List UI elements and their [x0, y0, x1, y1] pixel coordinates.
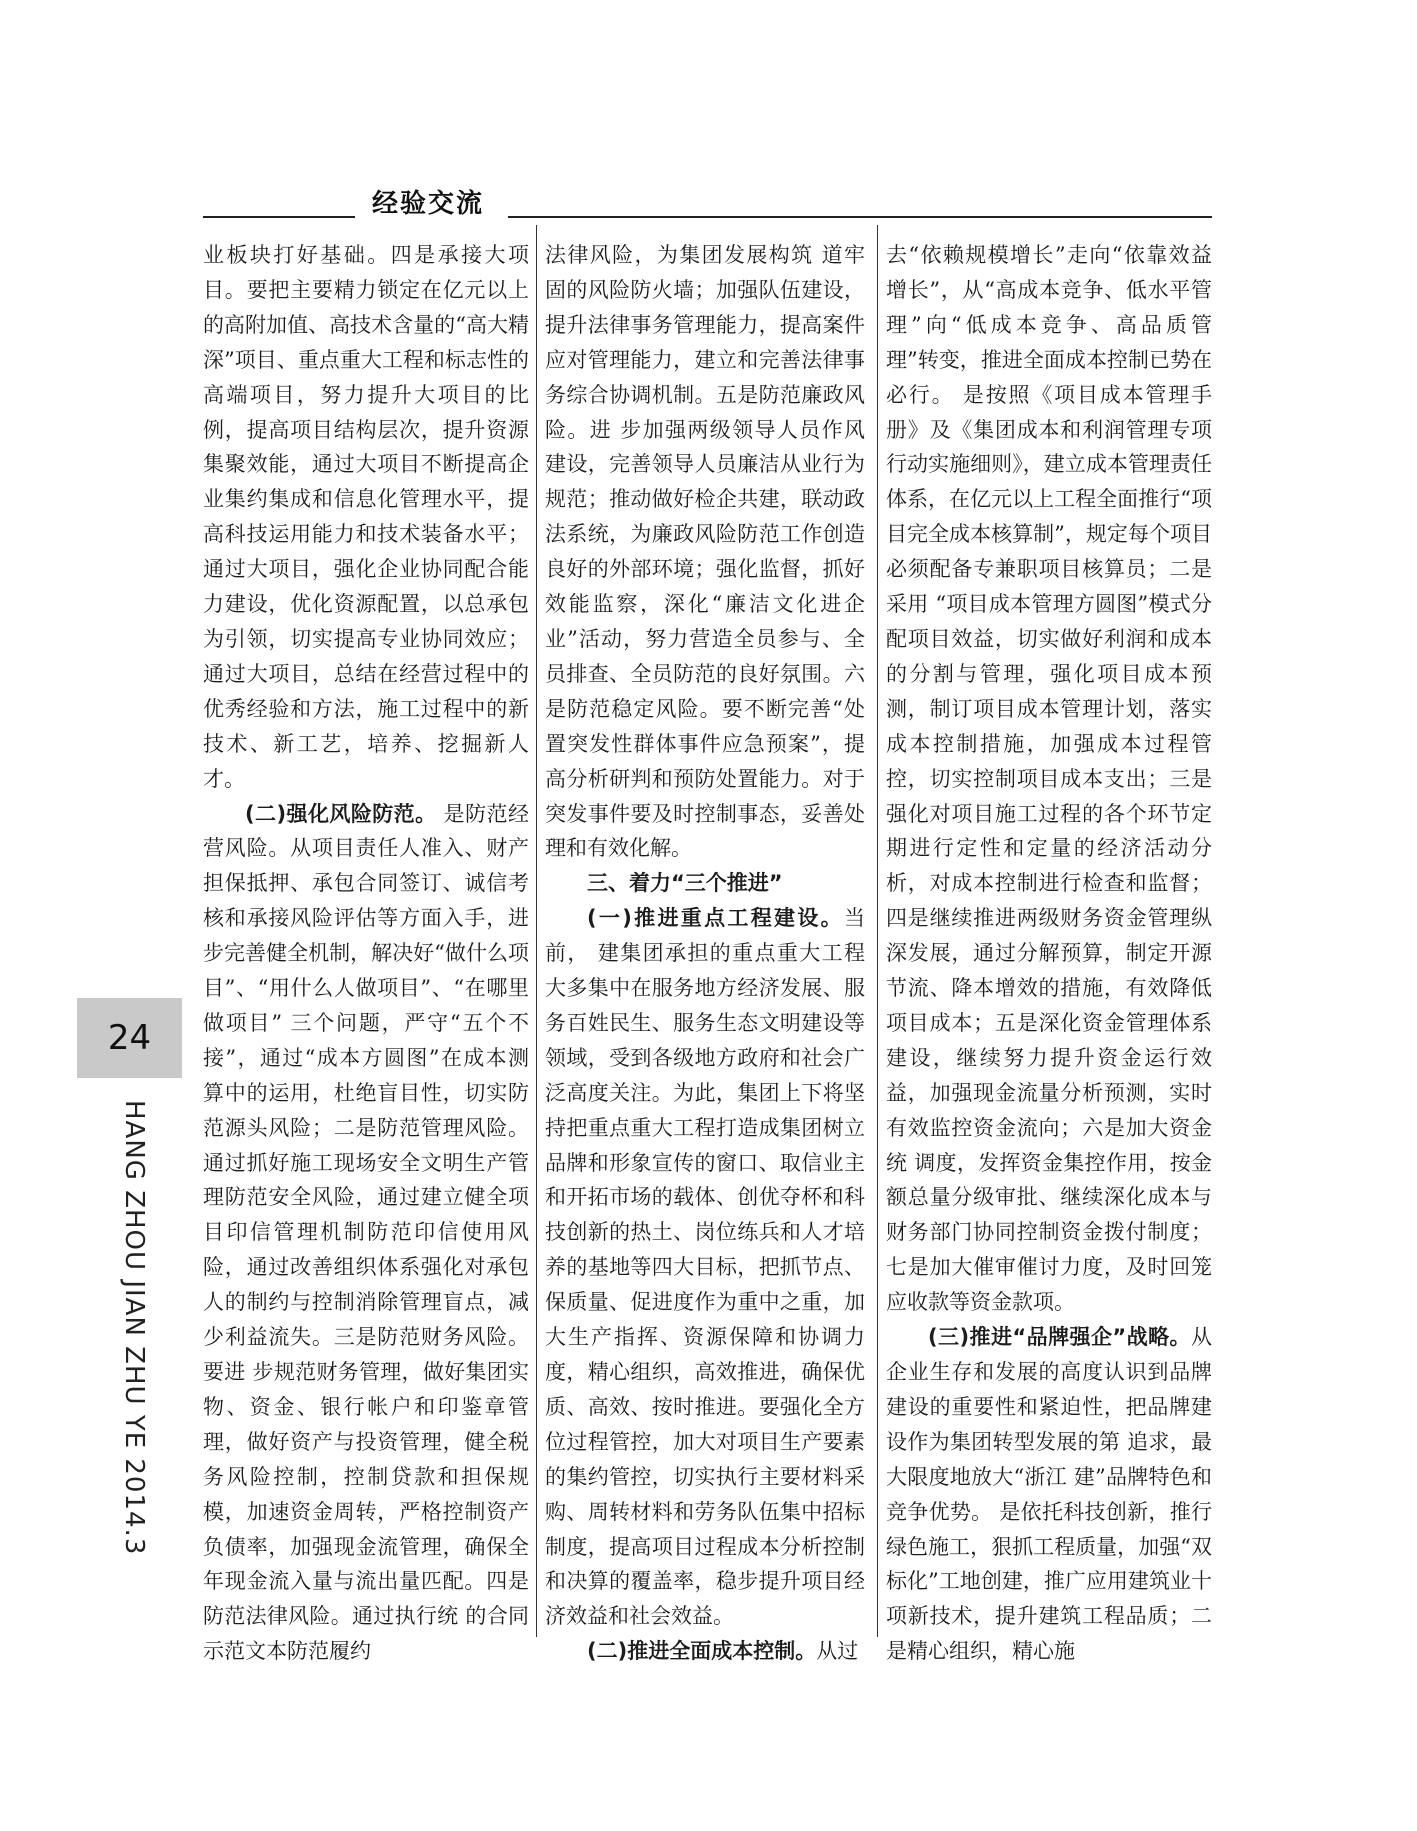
subheading: (一)推进重点工程建设。 — [587, 906, 844, 931]
text-column-3 — [886, 238, 1212, 1664]
paragraph: 法律风险，为集团发展构筑 道牢固的风险防火墙；加强队伍建设，提升法律事务管理能力，提高案件应对管理能力，建立和完善法律事务综合协调机制。五是防范廉政风险。进 步加强两级领导人员作风建设，完善领导人员廉洁从业行为规范；推动做好检企共建，联动政法系统，为廉政风险防范工作创造良好的外部环境；强化监督，抓好效能监察，深化“廉洁文化进企业”活动，努力营造全员参与、全员排查、全员防范的良好氛围。六是防范稳定风险。要不断完善“处置突发性群体事件应急预案”，提高分析研判和预防处置能力。对于突发事件要及时控制事态，妥善处理和有效化解。 — [545, 243, 865, 861]
subheading: (三)推进“品牌强企”战略。 — [928, 1325, 1191, 1350]
paragraph-body: 从过 — [816, 1639, 859, 1664]
paragraph-body: 从企业生存和发展的高度认识到品牌建设的重要性和紧迫性，把品牌建设作为集团转型发展的第 追求，最大限度地放大“浙江 建”品牌特色和竞争优势。 是依托科技创新，推行绿色施工，狠抓工程质量，加强“双标化”工地创建，推广应用建筑业十项新技术，提升建筑工程品质；二是精心组织，精心施 — [886, 1325, 1212, 1664]
text-column-2 — [545, 238, 865, 1664]
journal-issue-label: HANG ZHOU JIAN ZHU YE 2014.3 — [119, 1100, 149, 1556]
page-number-box — [77, 998, 182, 1078]
column-divider-2 — [877, 225, 878, 1637]
paragraph-body: 是防范经营风险。从项目责任人准入、财产担保抵押、承包合同签订、诚信考核和承接风险评估等方面入手，进 步完善健全机制，解决好“做什么项目”、“用什么人做项目”、“在哪里做项目” 三个问题，严守“五个不接”，通过“成本方圆图”在成本测算中的运用，杜绝盲目性，切实防范源头风险；二是防范管理风险。通过抓好施工现场安全文明生产管理防范安全风险，通过建立健全项目印信管理机制防范印信使用风险，通过改善组织体系强化对承包人的制约与控制消除管理盲点，减少利益流失。三是防范财务风险。要进 步规范财务管理，做好集团实物、资金、银行帐户和印鉴章管理，做好资产与投资管理，健全税务风险控制，控制贷款和担保规模，加速资金周转，严格控制资产负债率，加强现金流管理，确保全年现金流入量与流出量匹配。四是防范法律风险。通过执行统 的合同示范文本防范履约 — [203, 801, 529, 1664]
paragraph: 业板块打好基础。四是承接大项目。要把主要精力锁定在亿元以上的高附加值、高技术含量的“高大精深”项目、重点重大工程和标志性的高端项目，努力提升大项目的比例，提高项目结构层次，提升资源集聚效能，通过大项目不断提高企业集约集成和信息化管理水平，提高科技运用能力和技术装备水平；通过大项目，强化企业协同配合能力建设，优化资源配置，以总承包为引领，切实提高专业协同效应；通过大项目，总结在经营过程中的优秀经验和方法，施工过程中的新技术、新工艺，培养、挖掘新人才。 — [203, 243, 529, 791]
header-rule-right — [508, 216, 1212, 218]
subheading: (二)强化风险防范。 — [245, 801, 437, 826]
paragraph — [545, 901, 865, 1634]
paragraph — [545, 1634, 865, 1669]
header-rule-left — [203, 216, 355, 218]
paragraph: 去“依赖规模增长”走向“依靠效益增长”，从“高成本竞争、低水平管理”向“低成本竞争、高品质管理”转变，推进全面成本控制已势在必行。 是按照《项目成本管理手册》及《集团成本和利润管理专项行动实施细则》，建立成本管理责任体系，在亿元以上工程全面推行“项目完全成本核算制”，规定每个项目必须配备专兼职项目核算员；二是采用 “项目成本管理方圆图”模式分配项目效益，切实做好利润和成本的分割与管理，强化项目成本预测，制订项目成本管理计划，落实成本控制措施，加强成本过程管控，切实控制项目成本支出；三是强化对项目施工过程的各个环节定期进行定性和定量的经济活动分析，对成本控制进行检查和监督；四是继续推进两级财务资金管理纵深发展，通过分解预算，制定开源节流、降本增效的措施，有效降低项目成本；五是深化资金管理体系建设，继续努力提升资金运行效益，加强现金流量分析预测，实时有效监控资金流向；六是加大资金统 调度，发挥资金集控作用，按金额总量分级审批、继续深化成本与财务部门协同控制资金拨付制度；七是加大催审催讨力度，及时回笼应收款等资金款项。 — [886, 243, 1212, 1315]
section-title: 经验交流 — [372, 189, 485, 219]
column-divider-1 — [536, 225, 537, 1637]
paragraph — [203, 797, 529, 1670]
paragraph — [886, 1320, 1212, 1669]
page-number: 24 — [107, 1018, 152, 1058]
section-heading: 三、着力“三个推进” — [587, 871, 783, 896]
text-column-1 — [203, 238, 529, 1664]
paragraph-body: 当前， 建集团承担的重点重大工程大多集中在服务地方经济发展、服务百姓民生、服务生态文明建设等领域，受到各级地方政府和社会广泛高度关注。为此，集团上下将坚持把重点重大工程打造成集团树立品牌和形象宣传的窗口、取信业主和开拓市场的载体、创优夺杯和科技创新的热土、岗位练兵和人才培养的基地等四大目标，把抓节点、保质量、促进度作为重中之重，加大生产指挥、资源保障和协调力度，精心组织，高效推进，确保优质、高效、按时推进。要强化全方位过程管控，加大对项目生产要素的集约管控，切实执行主要材料采购、周转材料和劳务队伍集中招标制度，提高项目过程成本分析控制和决算的覆盖率，稳步提升项目经济效益和社会效益。 — [545, 906, 865, 1629]
subheading: (二)推进全面成本控制。 — [587, 1639, 817, 1664]
